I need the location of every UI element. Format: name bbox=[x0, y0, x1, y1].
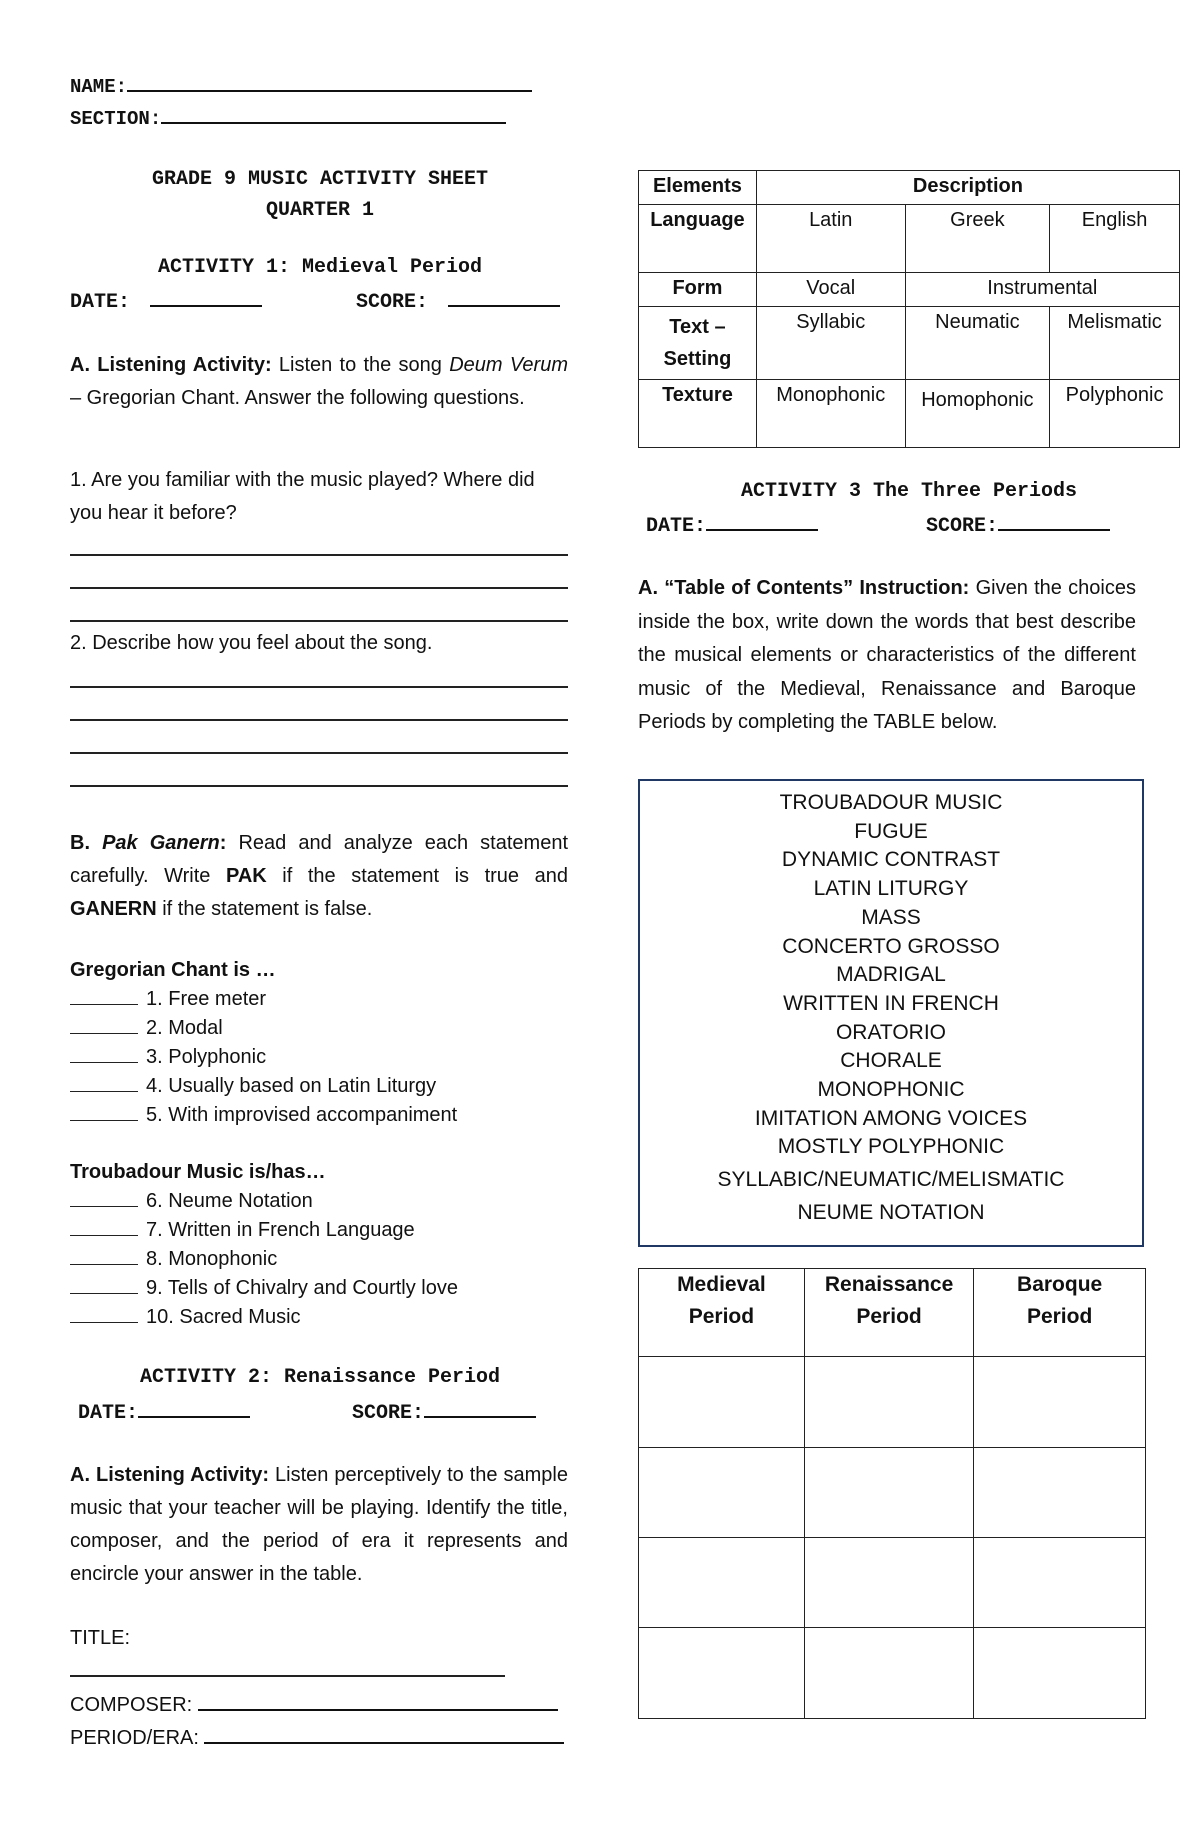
period-field[interactable] bbox=[70, 1724, 570, 1753]
answer-blank[interactable] bbox=[70, 1091, 138, 1092]
answer-lines-1[interactable] bbox=[70, 523, 568, 622]
activity1-partA-instructions bbox=[70, 349, 568, 415]
activity2-partA-label: A. Listening Activity: bbox=[70, 1464, 270, 1486]
answer-line[interactable] bbox=[70, 523, 568, 556]
activity2-score-blank[interactable] bbox=[424, 1398, 536, 1418]
activity2-date-score bbox=[78, 1398, 578, 1425]
table-row bbox=[639, 1448, 1146, 1538]
answer-blank[interactable] bbox=[70, 1033, 138, 1034]
composer-blank[interactable] bbox=[198, 1691, 558, 1711]
activity1-partA-text1: Listen to the song bbox=[271, 354, 450, 376]
choice-item: TROUBADOUR MUSIC bbox=[779, 791, 1003, 814]
answer-cell[interactable] bbox=[639, 1628, 805, 1719]
choice-item: SYLLABIC/NEUMATIC/MELISMATIC bbox=[717, 1168, 1065, 1192]
choice-item: FUGUE bbox=[854, 819, 928, 843]
activity1-partB-label-c: : bbox=[219, 832, 227, 854]
answer-blank[interactable] bbox=[70, 1322, 138, 1323]
element-name: Form bbox=[639, 273, 757, 307]
activity1-partB-text2: if the statement is true and bbox=[266, 865, 568, 887]
statement-text: 3. Polyphonic bbox=[146, 1046, 267, 1068]
answer-line[interactable] bbox=[70, 589, 568, 622]
answer-lines-2[interactable] bbox=[70, 655, 568, 787]
option-cell[interactable]: Polyphonic bbox=[1050, 380, 1180, 448]
answer-cell[interactable] bbox=[804, 1448, 973, 1538]
statement-item[interactable] bbox=[70, 1043, 570, 1072]
statement-text: 10. Sacred Music bbox=[146, 1306, 301, 1328]
table-row bbox=[639, 1628, 1146, 1719]
table-row bbox=[639, 380, 1180, 448]
elements-header: Elements bbox=[639, 171, 757, 205]
name-label: NAME: bbox=[70, 76, 128, 98]
activity1-partB-instructions bbox=[70, 827, 568, 926]
composer-label: COMPOSER: bbox=[70, 1694, 193, 1716]
answer-cell[interactable] bbox=[804, 1357, 973, 1448]
section-label: SECTION: bbox=[70, 108, 162, 130]
statement-item[interactable] bbox=[70, 1245, 570, 1274]
activity1-partA-label: A. Listening Activity: bbox=[70, 354, 272, 376]
periods-table-header bbox=[639, 1269, 1146, 1357]
title-label: TITLE: bbox=[70, 1627, 131, 1649]
answer-cell[interactable] bbox=[974, 1538, 1146, 1628]
activity2-date-blank[interactable] bbox=[138, 1398, 250, 1418]
activity1-partB-label-b: Pak Ganern bbox=[102, 832, 220, 854]
period-blank[interactable] bbox=[204, 1724, 564, 1744]
activity1-partB-label-a: B. bbox=[70, 832, 103, 854]
choice-item: CONCERTO GROSSO bbox=[782, 934, 1000, 958]
choice-item: LATIN LITURGY bbox=[813, 877, 969, 901]
period-header-baroque: Baroque Period bbox=[974, 1269, 1146, 1357]
section-blank[interactable] bbox=[161, 104, 506, 124]
statement-item[interactable] bbox=[70, 1216, 570, 1245]
period-header-medieval: Medieval Period bbox=[639, 1269, 805, 1357]
choice-item: NEUME NOTATION bbox=[797, 1201, 985, 1225]
answer-blank[interactable] bbox=[70, 1206, 138, 1207]
question-2: 2. Describe how you feel about the song. bbox=[70, 632, 433, 654]
statement-text: 1. Free meter bbox=[146, 988, 267, 1010]
option-cell[interactable]: Instrumental bbox=[905, 273, 1179, 307]
answer-cell[interactable] bbox=[974, 1628, 1146, 1719]
answer-blank[interactable] bbox=[70, 1264, 138, 1265]
answer-blank[interactable] bbox=[70, 1004, 138, 1005]
choice-item: MASS bbox=[861, 905, 921, 929]
element-name: Text – Setting bbox=[639, 307, 757, 380]
choice-item: ORATORIO bbox=[835, 1020, 947, 1044]
statement-text: 6. Neume Notation bbox=[146, 1190, 313, 1212]
statement-text: 8. Monophonic bbox=[146, 1248, 278, 1270]
gregorian-chant-group bbox=[70, 956, 570, 1130]
group2-title: Troubadour Music is/has… bbox=[70, 1161, 326, 1183]
answer-cell[interactable] bbox=[974, 1448, 1146, 1538]
statement-item[interactable] bbox=[70, 1072, 570, 1101]
statement-text: 5. With improvised accompaniment bbox=[146, 1104, 458, 1126]
choice-item: DYNAMIC CONTRAST bbox=[781, 848, 1001, 872]
period-label: PERIOD/ERA: bbox=[70, 1727, 199, 1749]
answer-blank[interactable] bbox=[70, 1120, 138, 1121]
activity1-score-blank[interactable] bbox=[448, 287, 560, 307]
table-row bbox=[639, 1357, 1146, 1448]
table-row bbox=[639, 205, 1180, 273]
option-cell[interactable]: Greek bbox=[905, 205, 1050, 273]
activity2-partA-instructions bbox=[70, 1459, 568, 1591]
sheet-title-line1: GRADE 9 MUSIC ACTIVITY SHEET bbox=[151, 168, 489, 191]
question-1: 1. Are you familiar with the music played? Where did you hear it before? bbox=[70, 469, 535, 524]
choice-item: MOSTLY POLYPHONIC bbox=[777, 1135, 1005, 1159]
table-row bbox=[639, 1538, 1146, 1628]
statement-item[interactable] bbox=[70, 1014, 570, 1043]
option-cell[interactable]: Homophonic bbox=[905, 380, 1050, 448]
name-blank[interactable] bbox=[127, 72, 532, 92]
activity2-score-label: SCORE: bbox=[352, 1402, 425, 1425]
statement-text: 2. Modal bbox=[146, 1017, 223, 1039]
answer-line[interactable] bbox=[70, 721, 568, 754]
answer-blank[interactable] bbox=[70, 1235, 138, 1236]
statement-item[interactable] bbox=[70, 1101, 570, 1130]
element-name: Language bbox=[639, 205, 757, 273]
elements-table-header bbox=[639, 171, 1180, 205]
sheet-title-line2: QUARTER 1 bbox=[265, 199, 375, 222]
choice-item: MADRIGAL bbox=[836, 963, 946, 987]
activity1-date-blank[interactable] bbox=[150, 287, 262, 307]
answer-blank[interactable] bbox=[70, 1293, 138, 1294]
answer-cell[interactable] bbox=[804, 1538, 973, 1628]
statement-item[interactable] bbox=[70, 985, 570, 1014]
option-cell[interactable]: Melismatic bbox=[1050, 307, 1180, 380]
composer-field[interactable] bbox=[70, 1691, 570, 1720]
activity1-date-score bbox=[70, 287, 570, 314]
choice-item: MONOPHONIC bbox=[817, 1078, 965, 1102]
description-header: Description bbox=[756, 171, 1179, 205]
answer-cell[interactable] bbox=[639, 1538, 805, 1628]
periods-table bbox=[638, 1268, 1146, 1719]
activity3-heading: ACTIVITY 3 The Three Periods bbox=[740, 480, 1078, 503]
activity3-partA-label: A. “Table of Contents” Instruction: bbox=[638, 577, 970, 599]
activity1-score-label: SCORE: bbox=[356, 291, 429, 314]
answer-line[interactable] bbox=[70, 688, 568, 721]
activity2-heading: ACTIVITY 2: Renaissance Period bbox=[139, 1366, 501, 1389]
activity3-score-label: SCORE: bbox=[926, 515, 999, 538]
option-cell[interactable]: Syllabic bbox=[756, 307, 905, 380]
option-cell[interactable]: Latin bbox=[756, 205, 905, 273]
sheet-title bbox=[70, 164, 570, 226]
choice-item: WRITTEN IN FRENCH bbox=[783, 991, 999, 1015]
answer-cell[interactable] bbox=[974, 1357, 1146, 1448]
activity1-date-label: DATE: bbox=[70, 291, 131, 314]
option-cell[interactable]: Monophonic bbox=[756, 380, 905, 448]
activity3-date-label: DATE: bbox=[646, 515, 707, 538]
elements-table bbox=[638, 170, 1180, 448]
option-cell[interactable]: Vocal bbox=[756, 273, 905, 307]
statement-item[interactable] bbox=[70, 1187, 570, 1216]
answer-line[interactable] bbox=[70, 655, 568, 688]
ganern-keyword: GANERN bbox=[70, 898, 157, 920]
element-name: Texture bbox=[639, 380, 757, 448]
song-title: Deum Verum bbox=[449, 354, 568, 376]
choices-box bbox=[638, 779, 1144, 1247]
activity3-partA-text: Given the choices inside the box, write down the words that best describe the musical elements or characteristics of the different music of the Medieval, Renaissance and Baroque Periods by completing the TABLE below. bbox=[638, 577, 1136, 733]
table-row bbox=[639, 307, 1180, 380]
activity3-partA-instructions bbox=[638, 572, 1136, 740]
answer-blank[interactable] bbox=[70, 1062, 138, 1063]
troubadour-group bbox=[70, 1158, 570, 1332]
choice-item: CHORALE bbox=[840, 1049, 942, 1073]
option-cell[interactable]: Neumatic bbox=[905, 307, 1050, 380]
activity3-date-blank[interactable] bbox=[706, 511, 818, 531]
choice-item: IMITATION AMONG VOICES bbox=[754, 1106, 1028, 1130]
pak-keyword: PAK bbox=[225, 865, 267, 887]
statement-text: 7. Written in French Language bbox=[146, 1219, 415, 1241]
activity1-partB-text1: Read and analyze each statement carefully. Write bbox=[70, 832, 568, 887]
title-blank[interactable] bbox=[70, 1653, 505, 1677]
name-field[interactable] bbox=[70, 72, 532, 98]
option-cell[interactable]: English bbox=[1050, 205, 1180, 273]
table-row bbox=[639, 273, 1180, 307]
activity1-partA-text2: – Gregorian Chant. Answer the following questions. bbox=[70, 387, 525, 409]
answer-line[interactable] bbox=[70, 556, 568, 589]
activity3-date-score bbox=[646, 511, 1176, 538]
statement-item[interactable] bbox=[70, 1303, 570, 1332]
answer-cell[interactable] bbox=[639, 1357, 805, 1448]
activity1-heading: ACTIVITY 1: Medieval Period bbox=[157, 256, 483, 279]
title-field[interactable] bbox=[70, 1624, 510, 1677]
activity2-partA-text: Listen perceptively to the sample music that your teacher will be playing. Identify the title, composer, and the period of era it represents and encircle your answer in the table. bbox=[70, 1464, 569, 1585]
activity2-date-label: DATE: bbox=[78, 1402, 139, 1425]
activity3-score-blank[interactable] bbox=[998, 511, 1110, 531]
statement-text: 4. Usually based on Latin Liturgy bbox=[146, 1075, 437, 1097]
group1-title: Gregorian Chant is … bbox=[70, 959, 276, 981]
answer-cell[interactable] bbox=[639, 1448, 805, 1538]
statement-text: 9. Tells of Chivalry and Courtly love bbox=[146, 1277, 458, 1299]
statement-item[interactable] bbox=[70, 1274, 570, 1303]
period-header-renaissance: Renaissance Period bbox=[804, 1269, 973, 1357]
answer-line[interactable] bbox=[70, 754, 568, 787]
activity1-partB-text3: if the statement is false. bbox=[156, 898, 373, 920]
answer-cell[interactable] bbox=[804, 1628, 973, 1719]
section-field[interactable] bbox=[70, 104, 506, 130]
